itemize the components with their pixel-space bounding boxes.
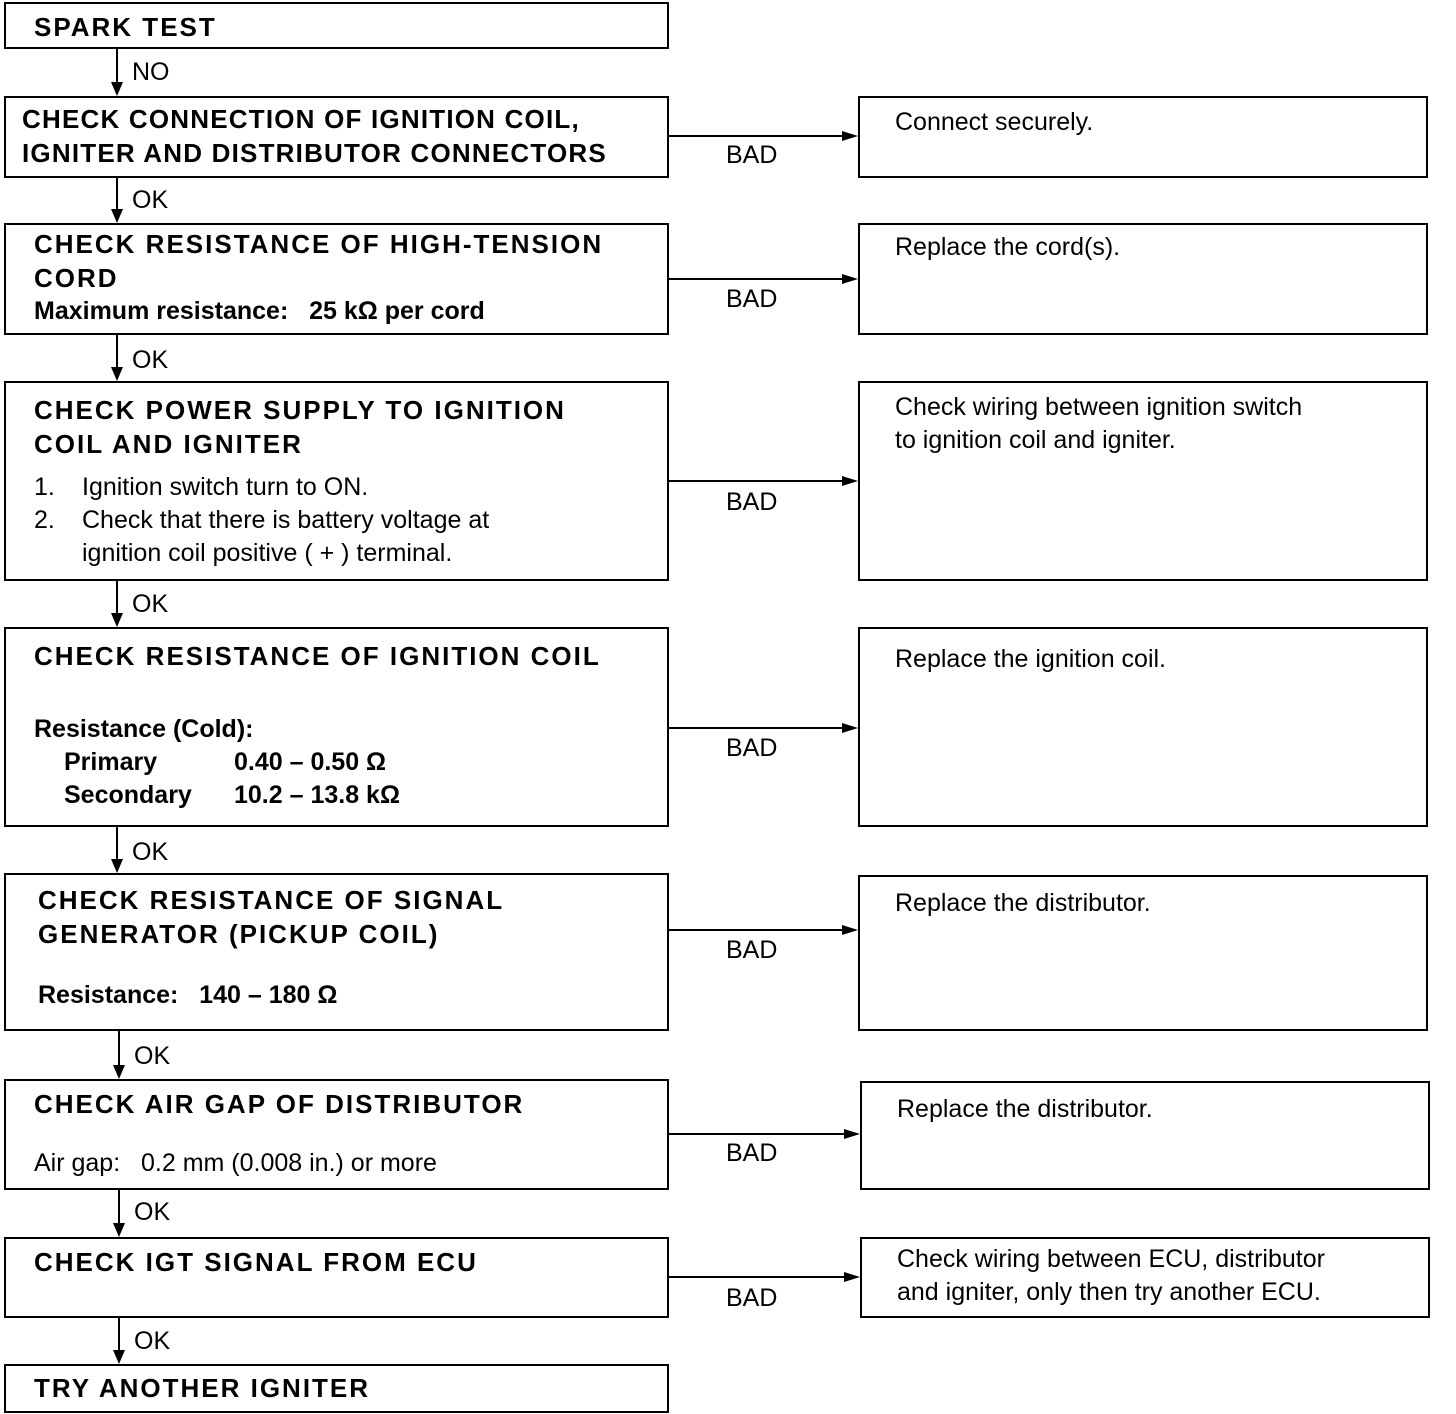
step-check-power-supply [4, 381, 669, 581]
bad-label: BAD [726, 936, 778, 964]
step-check-air-gap [4, 1079, 669, 1190]
arrow-right [669, 929, 845, 931]
bad-label: BAD [726, 285, 778, 313]
arrowhead-icon [113, 1223, 125, 1237]
ok-label: OK [132, 838, 169, 866]
ok-label: OK [134, 1042, 171, 1070]
arrow-right [669, 480, 845, 482]
step-check-high-tension-cord [4, 223, 669, 335]
action-replace-distributor-2 [860, 1081, 1430, 1190]
arrow-down [118, 1318, 120, 1351]
spec-name: Primary [64, 748, 158, 776]
arrowhead-icon [842, 925, 858, 935]
ok-label: OK [132, 346, 169, 374]
arrowhead-icon [842, 274, 858, 284]
arrowhead-icon [111, 367, 123, 381]
arrow-down [118, 1190, 120, 1224]
step-spark-test [4, 2, 669, 49]
arrow-down [116, 49, 118, 83]
ok-label: OK [134, 1327, 171, 1355]
arrowhead-icon [111, 613, 123, 627]
arrowhead-icon [844, 1272, 860, 1282]
action-text: Replace the distributor. [895, 889, 1151, 917]
arrow-right [669, 1133, 845, 1135]
step-check-igt-signal [4, 1237, 669, 1318]
action-check-wiring-ecu [860, 1237, 1430, 1318]
bad-label: BAD [726, 1139, 778, 1167]
arrowhead-icon [111, 82, 123, 96]
action-text: Replace the cord(s). [895, 233, 1121, 261]
arrowhead-icon [111, 209, 123, 223]
arrowhead-icon [113, 1065, 125, 1079]
arrow-right [669, 727, 845, 729]
step-check-ignition-coil [4, 627, 669, 827]
step-title: CHECK RESISTANCE OF SIGNAL GENERATOR (PICKUP COIL) [38, 885, 505, 949]
arrowhead-icon [111, 859, 123, 873]
action-connect [858, 96, 1428, 178]
arrow-down [116, 827, 118, 860]
arrow-down [116, 335, 118, 368]
substep-text: Check that there is battery voltage at ignition coil positive ( + ) terminal. [82, 506, 490, 567]
step-title: CHECK AIR GAP OF DISTRIBUTOR [34, 1089, 525, 1119]
arrow-right [669, 135, 845, 137]
no-label: NO [132, 58, 170, 86]
step-title: CHECK RESISTANCE OF IGNITION COIL [34, 641, 601, 671]
arrowhead-icon [842, 131, 858, 141]
step-check-connection [4, 96, 669, 178]
arrow-right [669, 1276, 845, 1278]
substep-2 [34, 504, 667, 570]
step-try-another-igniter [4, 1364, 669, 1413]
action-text: Check wiring between ignition switch to ignition coil and igniter. [895, 393, 1303, 454]
ok-label: OK [134, 1198, 171, 1226]
step-spec: Air gap: 0.2 mm (0.008 in.) or more [34, 1149, 437, 1177]
bad-label: BAD [726, 1284, 778, 1312]
step-check-signal-generator [4, 873, 669, 1031]
ok-label: OK [132, 186, 169, 214]
arrow-down [116, 581, 118, 614]
ok-label: OK [132, 590, 169, 618]
bad-label: BAD [726, 734, 778, 762]
bad-label: BAD [726, 488, 778, 516]
step-spec: Maximum resistance: 25 kΩ per cord [34, 297, 485, 325]
spec-name: Secondary [64, 781, 192, 809]
step-title: CHECK POWER SUPPLY TO IGNITION COIL AND IGNITER [34, 395, 566, 459]
spec-primary [34, 746, 667, 779]
action-text: Replace the distributor. [897, 1095, 1153, 1123]
substep-number: 1. [34, 473, 55, 501]
step-title: SPARK TEST [34, 12, 217, 42]
action-replace-ignition-coil [858, 627, 1428, 827]
action-check-wiring-ignition [858, 381, 1428, 581]
arrow-down [116, 178, 118, 210]
spec-value: 10.2 – 13.8 kΩ [234, 781, 401, 809]
substep-1 [34, 471, 667, 504]
substep-text: Ignition switch turn to ON. [82, 473, 369, 501]
substep-number: 2. [34, 506, 55, 534]
arrowhead-icon [842, 723, 858, 733]
arrowhead-icon [113, 1350, 125, 1364]
step-spec: Resistance: 140 – 180 Ω [38, 981, 338, 1009]
spec-label: Resistance (Cold): [34, 715, 254, 743]
arrowhead-icon [842, 476, 858, 486]
step-title: CHECK IGT SIGNAL FROM ECU [34, 1247, 478, 1277]
spec-value: 0.40 – 0.50 Ω [234, 748, 387, 776]
arrow-down [118, 1031, 120, 1066]
spec-secondary [34, 779, 667, 812]
step-title: TRY ANOTHER IGNITER [34, 1373, 371, 1403]
step-title: CHECK CONNECTION OF IGNITION COIL, IGNITER AND DISTRIBUTOR CONNECTORS [22, 104, 607, 168]
action-text: Connect securely. [895, 108, 1094, 136]
action-text: Check wiring between ECU, distributor and igniter, only then try another ECU. [897, 1245, 1325, 1306]
bad-label: BAD [726, 141, 778, 169]
action-replace-cord [858, 223, 1428, 335]
action-text: Replace the ignition coil. [895, 645, 1166, 673]
action-replace-distributor-1 [858, 875, 1428, 1031]
arrow-right [669, 278, 845, 280]
step-title: CHECK RESISTANCE OF HIGH-TENSION CORD [34, 229, 604, 293]
arrowhead-icon [844, 1129, 860, 1139]
